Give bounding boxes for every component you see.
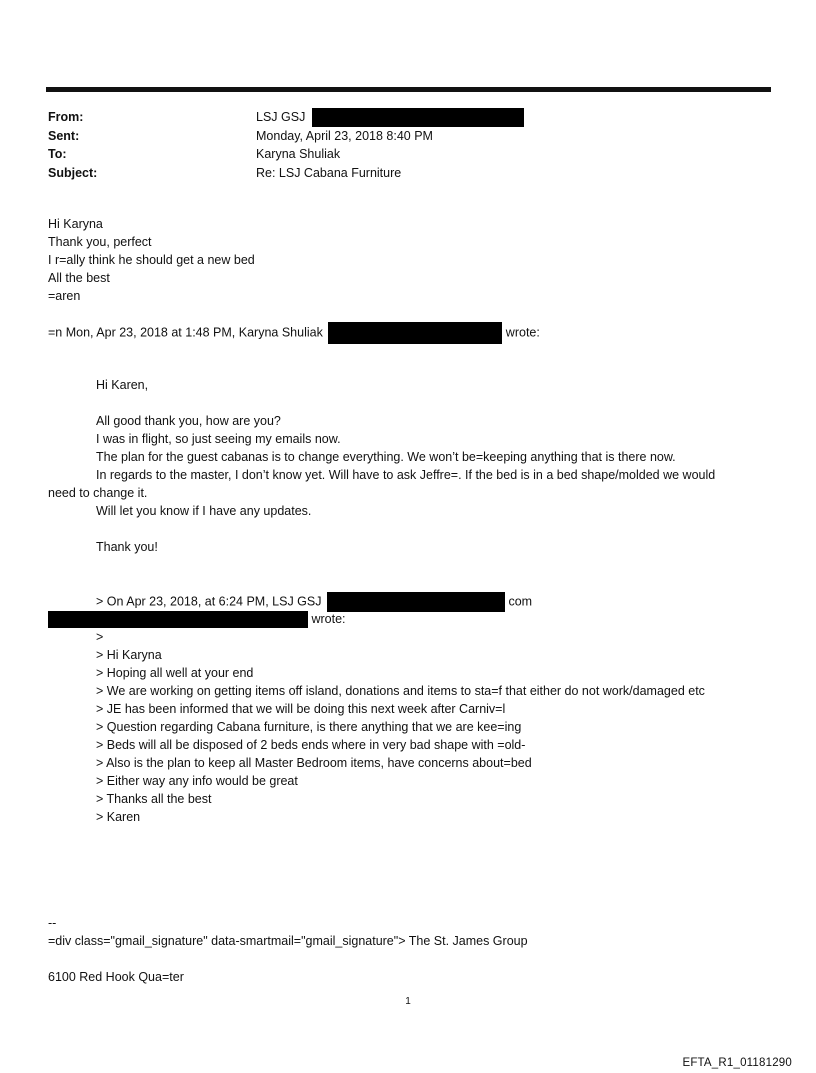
inner-quote-line: > Thanks all the best	[96, 792, 212, 806]
inner-intro-wrote: wrote:	[311, 612, 346, 626]
inner-quote-line: > Question regarding Cabana furniture, is there anything that we are kee=ing	[96, 720, 522, 734]
inner-quote-line: > Also is the plan to keep all Master Bedroom items, have concerns about=bed	[96, 756, 532, 770]
from-label: From:	[48, 110, 84, 124]
subject-value: Re: LSJ Cabana Furniture	[256, 165, 402, 180]
quoted-paragraph: Will let you know if I have any updates.	[96, 504, 312, 518]
quote-intro-suffix: wrote:	[505, 325, 540, 340]
reply-line: All the best	[48, 271, 110, 285]
quote-intro	[48, 322, 540, 344]
to-value: Karyna Shuliak	[256, 147, 341, 161]
inner-quote-line: > Karen	[96, 810, 141, 824]
quote-intro-prefix: =n Mon, Apr 23, 2018 at 1:48 PM, Karyna Shuliak	[48, 325, 323, 340]
signature-line: =div class="gmail_signature" data-smartmail="gmail_signature"> The St. James Group	[48, 934, 528, 948]
inner-quote-intro	[96, 592, 532, 612]
inner-quote-line: > Hoping all well at your end	[96, 666, 254, 680]
document-id: EFTA_R1_01181290	[682, 1057, 792, 1069]
inner-quote-line: > Either way any info would be great	[96, 774, 298, 788]
inner-intro-prefix: > On Apr 23, 2018, at 6:24 PM, LSJ GSJ	[96, 594, 322, 609]
redaction-box	[327, 592, 505, 612]
reply-line: =aren	[48, 289, 81, 303]
signature-dash: --	[48, 916, 57, 930]
reply-line: Thank you, perfect	[48, 235, 152, 249]
inner-quote-intro-cont	[48, 610, 346, 628]
quoted-paragraph: The plan for the guest cabanas is to change everything. We won’t be=keeping anything that is there now.	[96, 450, 676, 464]
sent-label: Sent:	[48, 128, 80, 143]
quoted-paragraph: All good thank you, how are you?	[96, 414, 281, 428]
from-value: LSJ GSJ	[256, 110, 306, 124]
quoted-paragraph: need to change it.	[48, 486, 148, 500]
redaction-box	[48, 611, 308, 628]
reply-line: I r=ally think he should get a new bed	[48, 253, 255, 267]
redaction-box	[328, 322, 502, 344]
signature-address: 6100 Red Hook Qua=ter	[48, 970, 184, 984]
inner-intro-suffix: com	[508, 594, 533, 609]
inner-quote-line: > Hi Karyna	[96, 648, 162, 662]
subject-label: Subject:	[48, 165, 98, 180]
quoted-paragraph: I was in flight, so just seeing my emails now.	[96, 432, 341, 446]
to-label: To:	[48, 147, 67, 161]
inner-quote-line: > We are working on getting items off island, donations and items to sta=f that either do not work/damaged etc	[96, 684, 705, 698]
inner-quote-line: >	[96, 630, 104, 644]
page-number: 1	[405, 996, 411, 1007]
reply-line: Hi Karyna	[48, 217, 103, 231]
quoted-thanks: Thank you!	[96, 540, 158, 554]
sent-value: Monday, April 23, 2018 8:40 PM	[256, 128, 433, 143]
quoted-greeting: Hi Karen,	[96, 378, 149, 392]
redaction-box	[312, 108, 524, 127]
quoted-paragraph: In regards to the master, I don’t know yet. Will have to ask Jeffre=. If the bed is in a bed shape/molded we would	[96, 468, 716, 482]
header-rule	[46, 87, 771, 92]
inner-quote-line: > Beds will all be disposed of 2 beds ends where in very bad shape with =old-	[96, 738, 526, 752]
inner-quote-line: > JE has been informed that we will be doing this next week after Carniv=l	[96, 702, 506, 716]
